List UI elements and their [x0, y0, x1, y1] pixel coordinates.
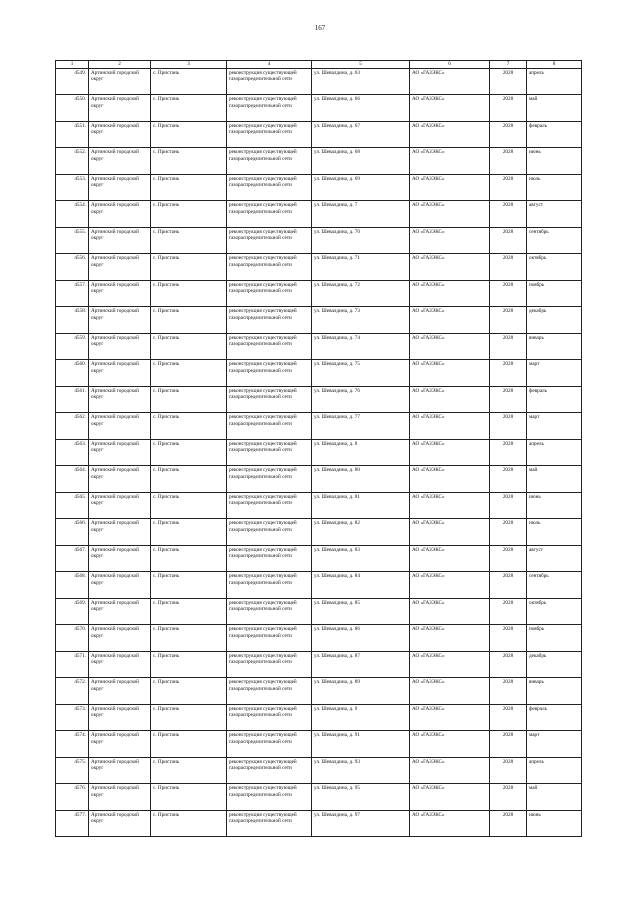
year-cell: 2028	[490, 227, 527, 254]
work-type-cell: реконструкция существующей газораспределительной сети	[227, 625, 312, 652]
district-cell: Артинский городской округ	[89, 651, 151, 678]
organization-cell: АО «ГАЗЭКС»	[410, 810, 490, 837]
month-cell: декабрь	[527, 651, 582, 678]
schedule-table	[55, 60, 582, 837]
organization-cell: АО «ГАЗЭКС»	[410, 413, 490, 440]
district-cell: Артинский городской округ	[89, 386, 151, 413]
locality-cell: с. Пристань	[151, 201, 227, 228]
district-cell: Артинский городской округ	[89, 810, 151, 837]
row-number-cell: 4576.	[56, 784, 89, 811]
work-type-cell: реконструкция существующей газораспределительной сети	[227, 784, 312, 811]
row-number-cell: 4575.	[56, 757, 89, 784]
work-type-cell: реконструкция существующей газораспределительной сети	[227, 333, 312, 360]
year-cell: 2028	[490, 333, 527, 360]
month-cell: май	[527, 95, 582, 122]
row-number-cell: 4560.	[56, 360, 89, 387]
column-header: 7	[490, 61, 527, 69]
organization-cell: АО «ГАЗЭКС»	[410, 174, 490, 201]
month-cell: февраль	[527, 386, 582, 413]
table-row	[56, 598, 582, 625]
row-number-cell: 4565.	[56, 492, 89, 519]
row-number-cell: 4563.	[56, 439, 89, 466]
row-number-cell: 4572.	[56, 678, 89, 705]
table-body	[56, 61, 582, 837]
organization-cell: АО «ГАЗЭКС»	[410, 492, 490, 519]
organization-cell: АО «ГАЗЭКС»	[410, 651, 490, 678]
column-header: 2	[89, 61, 151, 69]
row-number-cell: 4554.	[56, 201, 89, 228]
month-cell: июнь	[527, 492, 582, 519]
month-cell: ноябрь	[527, 280, 582, 307]
work-type-cell: реконструкция существующей газораспределительной сети	[227, 307, 312, 334]
locality-cell: с. Пристань	[151, 148, 227, 175]
organization-cell: АО «ГАЗЭКС»	[410, 572, 490, 599]
locality-cell: с. Пристань	[151, 466, 227, 493]
month-cell: август	[527, 201, 582, 228]
address-cell: ул. Шевалдина, д. 91	[312, 731, 410, 758]
address-cell: ул. Шевалдина, д. 93	[312, 757, 410, 784]
organization-cell: АО «ГАЗЭКС»	[410, 333, 490, 360]
address-cell: ул. Шевалдина, д. 80	[312, 466, 410, 493]
work-type-cell: реконструкция существующей газораспределительной сети	[227, 413, 312, 440]
district-cell: Артинский городской округ	[89, 148, 151, 175]
month-cell: февраль	[527, 121, 582, 148]
year-cell: 2028	[490, 704, 527, 731]
work-type-cell: реконструкция существующей газораспределительной сети	[227, 68, 312, 95]
organization-cell: АО «ГАЗЭКС»	[410, 227, 490, 254]
year-cell: 2028	[490, 413, 527, 440]
address-cell: ул. Шевалдина, д. 86	[312, 625, 410, 652]
year-cell: 2028	[490, 466, 527, 493]
month-cell: март	[527, 731, 582, 758]
row-number-cell: 4557.	[56, 280, 89, 307]
work-type-cell: реконструкция существующей газораспределительной сети	[227, 598, 312, 625]
organization-cell: АО «ГАЗЭКС»	[410, 598, 490, 625]
locality-cell: с. Пристань	[151, 757, 227, 784]
district-cell: Артинский городской округ	[89, 227, 151, 254]
work-type-cell: реконструкция существующей газораспределительной сети	[227, 519, 312, 546]
year-cell: 2028	[490, 519, 527, 546]
organization-cell: АО «ГАЗЭКС»	[410, 148, 490, 175]
column-header: 8	[527, 61, 582, 69]
column-header: 1	[56, 61, 89, 69]
locality-cell: с. Пристань	[151, 333, 227, 360]
address-cell: ул. Шевалдина, д. 72	[312, 280, 410, 307]
district-cell: Артинский городской округ	[89, 598, 151, 625]
month-cell: июнь	[527, 810, 582, 837]
work-type-cell: реконструкция существующей газораспределительной сети	[227, 386, 312, 413]
locality-cell: с. Пристань	[151, 227, 227, 254]
locality-cell: с. Пристань	[151, 68, 227, 95]
locality-cell: с. Пристань	[151, 413, 227, 440]
district-cell: Артинский городской округ	[89, 174, 151, 201]
locality-cell: с. Пристань	[151, 386, 227, 413]
row-number-cell: 4566.	[56, 519, 89, 546]
address-cell: ул. Шевалдина, д. 97	[312, 810, 410, 837]
table-row	[56, 572, 582, 599]
month-cell: сентябрь	[527, 572, 582, 599]
locality-cell: с. Пристань	[151, 254, 227, 281]
district-cell: Артинский городской округ	[89, 466, 151, 493]
work-type-cell: реконструкция существующей газораспределительной сети	[227, 227, 312, 254]
address-cell: ул. Шевалдина, д. 84	[312, 572, 410, 599]
column-header: 3	[151, 61, 227, 69]
table-row	[56, 386, 582, 413]
table-row	[56, 466, 582, 493]
work-type-cell: реконструкция существующей газораспределительной сети	[227, 545, 312, 572]
locality-cell: с. Пристань	[151, 307, 227, 334]
address-cell: ул. Шевалдина, д. 89	[312, 678, 410, 705]
table-row	[56, 95, 582, 122]
row-number-cell: 4553.	[56, 174, 89, 201]
district-cell: Артинский городской округ	[89, 68, 151, 95]
address-cell: ул. Шевалдина, д. 74	[312, 333, 410, 360]
row-number-cell: 4571.	[56, 651, 89, 678]
address-cell: ул. Шевалдина, д. 66	[312, 95, 410, 122]
row-number-cell: 4559.	[56, 333, 89, 360]
locality-cell: с. Пристань	[151, 651, 227, 678]
year-cell: 2028	[490, 148, 527, 175]
month-cell: ноябрь	[527, 625, 582, 652]
table-row	[56, 784, 582, 811]
year-cell: 2028	[490, 360, 527, 387]
work-type-cell: реконструкция существующей газораспределительной сети	[227, 704, 312, 731]
table-row	[56, 174, 582, 201]
table-row	[56, 201, 582, 228]
organization-cell: АО «ГАЗЭКС»	[410, 704, 490, 731]
year-cell: 2028	[490, 68, 527, 95]
district-cell: Артинский городской округ	[89, 280, 151, 307]
row-number-cell: 4555.	[56, 227, 89, 254]
row-number-cell: 4573.	[56, 704, 89, 731]
organization-cell: АО «ГАЗЭКС»	[410, 95, 490, 122]
page-number: 167	[314, 24, 326, 32]
row-number-cell: 4551.	[56, 121, 89, 148]
organization-cell: АО «ГАЗЭКС»	[410, 280, 490, 307]
district-cell: Артинский городской округ	[89, 757, 151, 784]
table-row	[56, 227, 582, 254]
row-number-cell: 4570.	[56, 625, 89, 652]
work-type-cell: реконструкция существующей газораспределительной сети	[227, 492, 312, 519]
row-number-cell: 4558.	[56, 307, 89, 334]
year-cell: 2028	[490, 174, 527, 201]
year-cell: 2028	[490, 572, 527, 599]
organization-cell: АО «ГАЗЭКС»	[410, 678, 490, 705]
table-row	[56, 704, 582, 731]
table-row	[56, 545, 582, 572]
table-row	[56, 280, 582, 307]
year-cell: 2028	[490, 598, 527, 625]
table-row	[56, 651, 582, 678]
locality-cell: с. Пристань	[151, 704, 227, 731]
district-cell: Артинский городской округ	[89, 492, 151, 519]
month-cell: декабрь	[527, 307, 582, 334]
address-cell: ул. Шевалдина, д. 76	[312, 386, 410, 413]
column-header: 5	[312, 61, 410, 69]
table-row	[56, 678, 582, 705]
row-number-cell: 4552.	[56, 148, 89, 175]
address-cell: ул. Шевалдина, д. 68	[312, 148, 410, 175]
locality-cell: с. Пристань	[151, 95, 227, 122]
row-number-cell: 4577.	[56, 810, 89, 837]
district-cell: Артинский городской округ	[89, 121, 151, 148]
table-row	[56, 121, 582, 148]
year-cell: 2028	[490, 545, 527, 572]
locality-cell: с. Пристань	[151, 360, 227, 387]
organization-cell: АО «ГАЗЭКС»	[410, 731, 490, 758]
district-cell: Артинский городской округ	[89, 95, 151, 122]
work-type-cell: реконструкция существующей газораспределительной сети	[227, 678, 312, 705]
district-cell: Артинский городской округ	[89, 201, 151, 228]
row-number-cell: 4550.	[56, 95, 89, 122]
month-cell: апрель	[527, 68, 582, 95]
address-cell: ул. Шевалдина, д. 82	[312, 519, 410, 546]
work-type-cell: реконструкция существующей газораспределительной сети	[227, 466, 312, 493]
year-cell: 2028	[490, 307, 527, 334]
month-cell: январь	[527, 333, 582, 360]
month-cell: март	[527, 413, 582, 440]
column-header: 4	[227, 61, 312, 69]
row-number-cell: 4562.	[56, 413, 89, 440]
year-cell: 2028	[490, 95, 527, 122]
month-cell: сентябрь	[527, 227, 582, 254]
district-cell: Артинский городской округ	[89, 731, 151, 758]
row-number-cell: 4574.	[56, 731, 89, 758]
month-cell: апрель	[527, 757, 582, 784]
month-cell: январь	[527, 678, 582, 705]
table-row	[56, 148, 582, 175]
column-header: 6	[410, 61, 490, 69]
year-cell: 2028	[490, 386, 527, 413]
organization-cell: АО «ГАЗЭКС»	[410, 68, 490, 95]
district-cell: Артинский городской округ	[89, 625, 151, 652]
district-cell: Артинский городской округ	[89, 307, 151, 334]
district-cell: Артинский городской округ	[89, 333, 151, 360]
locality-cell: с. Пристань	[151, 810, 227, 837]
year-cell: 2028	[490, 492, 527, 519]
organization-cell: АО «ГАЗЭКС»	[410, 784, 490, 811]
district-cell: Артинский городской округ	[89, 545, 151, 572]
work-type-cell: реконструкция существующей газораспределительной сети	[227, 174, 312, 201]
year-cell: 2028	[490, 254, 527, 281]
locality-cell: с. Пристань	[151, 678, 227, 705]
row-number-cell: 4549.	[56, 68, 89, 95]
organization-cell: АО «ГАЗЭКС»	[410, 121, 490, 148]
column-header-row	[56, 61, 582, 69]
table-row	[56, 333, 582, 360]
address-cell: ул. Шевалдина, д. 9	[312, 704, 410, 731]
address-cell: ул. Шевалдина, д. 8	[312, 439, 410, 466]
locality-cell: с. Пристань	[151, 625, 227, 652]
work-type-cell: реконструкция существующей газораспределительной сети	[227, 651, 312, 678]
year-cell: 2028	[490, 439, 527, 466]
month-cell: май	[527, 466, 582, 493]
year-cell: 2028	[490, 280, 527, 307]
district-cell: Артинский городской округ	[89, 704, 151, 731]
year-cell: 2028	[490, 121, 527, 148]
table-row	[56, 413, 582, 440]
locality-cell: с. Пристань	[151, 121, 227, 148]
table-row	[56, 68, 582, 95]
work-type-cell: реконструкция существующей газораспределительной сети	[227, 731, 312, 758]
month-cell: октябрь	[527, 254, 582, 281]
work-type-cell: реконструкция существующей газораспределительной сети	[227, 360, 312, 387]
table-row	[56, 254, 582, 281]
work-type-cell: реконструкция существующей газораспределительной сети	[227, 148, 312, 175]
locality-cell: с. Пристань	[151, 731, 227, 758]
work-type-cell: реконструкция существующей газораспределительной сети	[227, 254, 312, 281]
locality-cell: с. Пристань	[151, 545, 227, 572]
row-number-cell: 4568.	[56, 572, 89, 599]
organization-cell: АО «ГАЗЭКС»	[410, 201, 490, 228]
year-cell: 2028	[490, 625, 527, 652]
locality-cell: с. Пристань	[151, 572, 227, 599]
month-cell: апрель	[527, 439, 582, 466]
month-cell: май	[527, 784, 582, 811]
work-type-cell: реконструкция существующей газораспределительной сети	[227, 95, 312, 122]
organization-cell: АО «ГАЗЭКС»	[410, 307, 490, 334]
work-type-cell: реконструкция существующей газораспределительной сети	[227, 572, 312, 599]
district-cell: Артинский городской округ	[89, 439, 151, 466]
year-cell: 2028	[490, 201, 527, 228]
organization-cell: АО «ГАЗЭКС»	[410, 545, 490, 572]
address-cell: ул. Шевалдина, д. 85	[312, 598, 410, 625]
address-cell: ул. Шевалдина, д. 71	[312, 254, 410, 281]
table-row	[56, 439, 582, 466]
locality-cell: с. Пристань	[151, 174, 227, 201]
district-cell: Артинский городской округ	[89, 572, 151, 599]
locality-cell: с. Пристань	[151, 519, 227, 546]
table-row	[56, 492, 582, 519]
work-type-cell: реконструкция существующей газораспределительной сети	[227, 757, 312, 784]
month-cell: июнь	[527, 148, 582, 175]
address-cell: ул. Шевалдина, д. 69	[312, 174, 410, 201]
work-type-cell: реконструкция существующей газораспределительной сети	[227, 201, 312, 228]
month-cell: август	[527, 545, 582, 572]
year-cell: 2028	[490, 731, 527, 758]
organization-cell: АО «ГАЗЭКС»	[410, 466, 490, 493]
district-cell: Артинский городской округ	[89, 784, 151, 811]
year-cell: 2028	[490, 757, 527, 784]
year-cell: 2028	[490, 651, 527, 678]
address-cell: ул. Шевалдина, д. 75	[312, 360, 410, 387]
address-cell: ул. Шевалдина, д. 7	[312, 201, 410, 228]
row-number-cell: 4556.	[56, 254, 89, 281]
row-number-cell: 4569.	[56, 598, 89, 625]
organization-cell: АО «ГАЗЭКС»	[410, 254, 490, 281]
organization-cell: АО «ГАЗЭКС»	[410, 439, 490, 466]
organization-cell: АО «ГАЗЭКС»	[410, 519, 490, 546]
row-number-cell: 4564.	[56, 466, 89, 493]
district-cell: Артинский городской округ	[89, 678, 151, 705]
address-cell: ул. Шевалдина, д. 77	[312, 413, 410, 440]
month-cell: июль	[527, 174, 582, 201]
address-cell: ул. Шевалдина, д. 81	[312, 492, 410, 519]
table-row	[56, 307, 582, 334]
organization-cell: АО «ГАЗЭКС»	[410, 757, 490, 784]
district-cell: Артинский городской округ	[89, 254, 151, 281]
work-type-cell: реконструкция существующей газораспределительной сети	[227, 439, 312, 466]
address-cell: ул. Шевалдина, д. 87	[312, 651, 410, 678]
locality-cell: с. Пристань	[151, 492, 227, 519]
month-cell: июль	[527, 519, 582, 546]
locality-cell: с. Пристань	[151, 784, 227, 811]
month-cell: октябрь	[527, 598, 582, 625]
row-number-cell: 4561.	[56, 386, 89, 413]
work-type-cell: реконструкция существующей газораспределительной сети	[227, 810, 312, 837]
table-row	[56, 519, 582, 546]
table-row	[56, 360, 582, 387]
table-row	[56, 625, 582, 652]
locality-cell: с. Пристань	[151, 439, 227, 466]
district-cell: Артинский городской округ	[89, 360, 151, 387]
locality-cell: с. Пристань	[151, 280, 227, 307]
address-cell: ул. Шевалдина, д. 67	[312, 121, 410, 148]
address-cell: ул. Шевалдина, д. 70	[312, 227, 410, 254]
work-type-cell: реконструкция существующей газораспределительной сети	[227, 280, 312, 307]
address-cell: ул. Шевалдина, д. 63	[312, 68, 410, 95]
address-cell: ул. Шевалдина, д. 73	[312, 307, 410, 334]
year-cell: 2028	[490, 784, 527, 811]
address-cell: ул. Шевалдина, д. 83	[312, 545, 410, 572]
table-row	[56, 810, 582, 837]
table-row	[56, 757, 582, 784]
organization-cell: АО «ГАЗЭКС»	[410, 625, 490, 652]
work-type-cell: реконструкция существующей газораспределительной сети	[227, 121, 312, 148]
organization-cell: АО «ГАЗЭКС»	[410, 360, 490, 387]
locality-cell: с. Пристань	[151, 598, 227, 625]
month-cell: март	[527, 360, 582, 387]
organization-cell: АО «ГАЗЭКС»	[410, 386, 490, 413]
year-cell: 2028	[490, 810, 527, 837]
row-number-cell: 4567.	[56, 545, 89, 572]
district-cell: Артинский городской округ	[89, 413, 151, 440]
address-cell: ул. Шевалдина, д. 95	[312, 784, 410, 811]
year-cell: 2028	[490, 678, 527, 705]
table-row	[56, 731, 582, 758]
month-cell: февраль	[527, 704, 582, 731]
district-cell: Артинский городской округ	[89, 519, 151, 546]
